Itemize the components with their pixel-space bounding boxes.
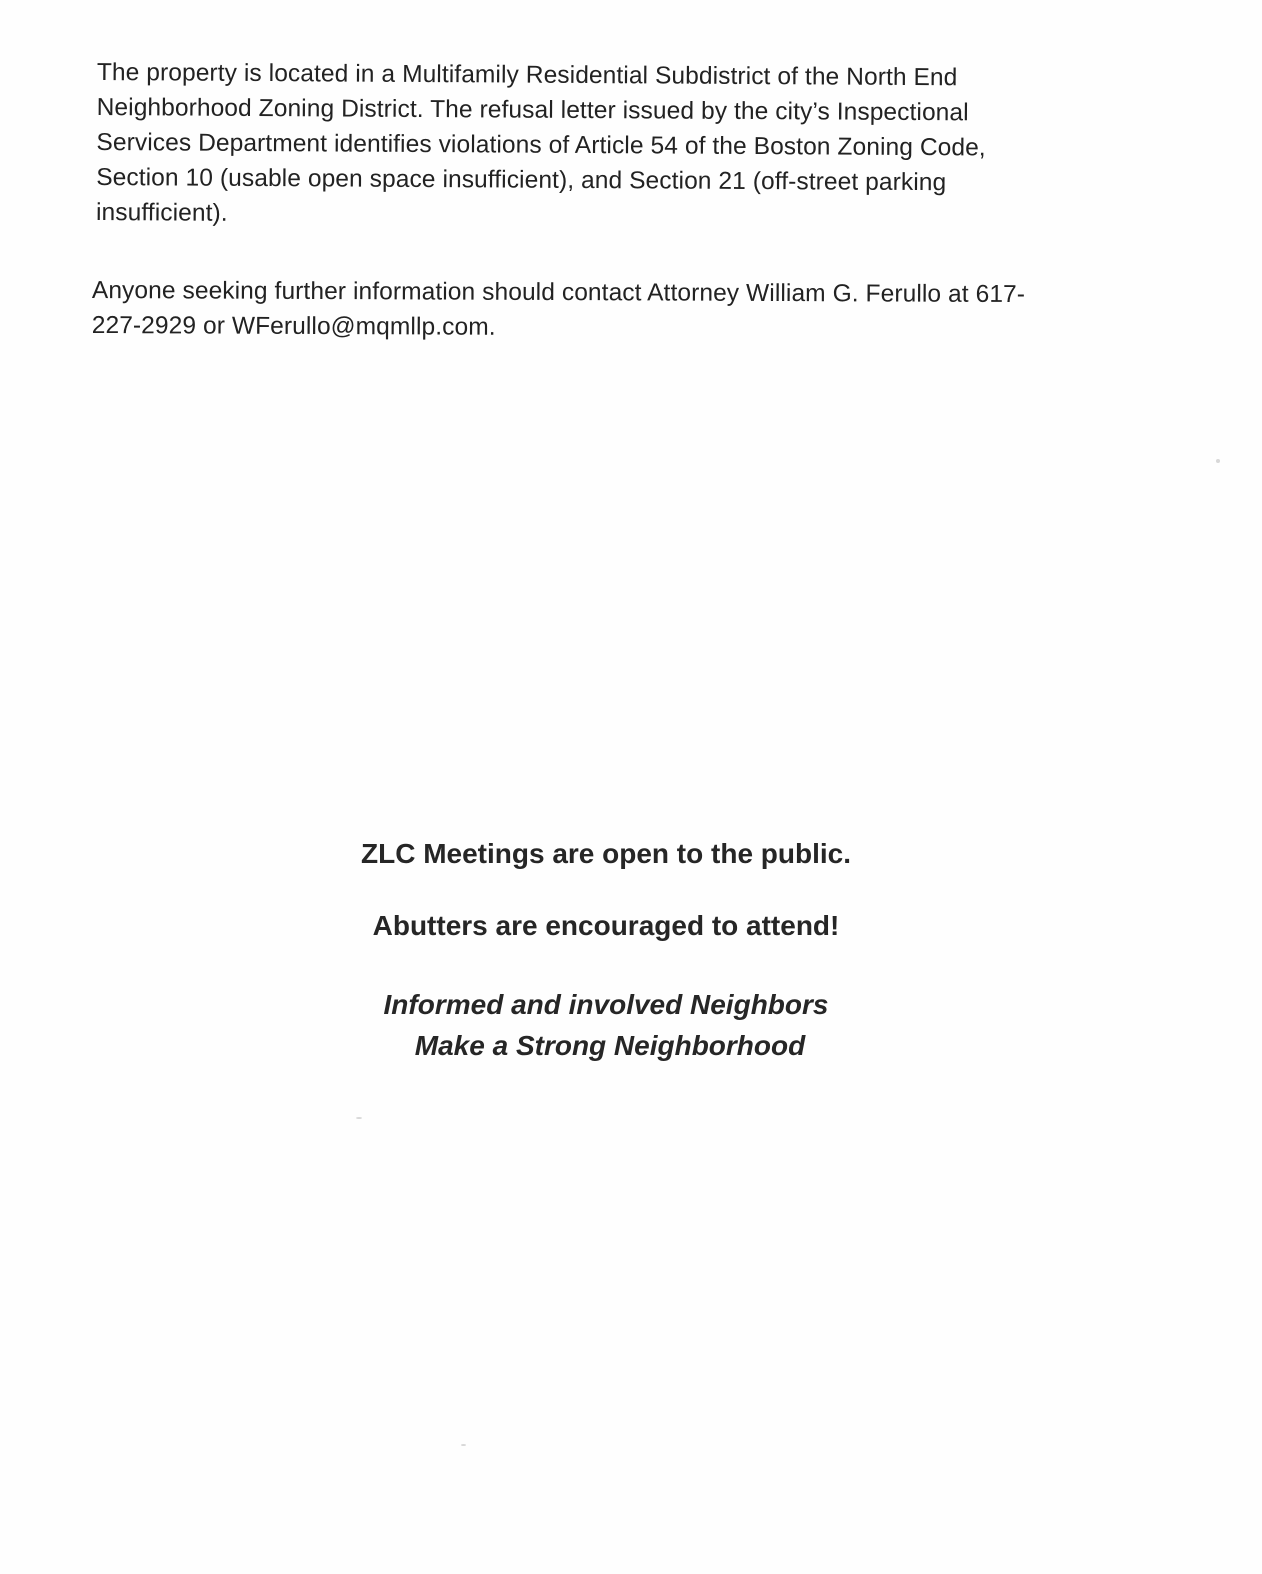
contact-paragraph [92, 273, 1132, 348]
property-description-paragraph [96, 55, 1077, 236]
scan-speck [461, 1444, 466, 1446]
paragraph-line: Section 10 (usable open space insufficient), and Section 21 (off-street parking [96, 163, 947, 197]
scan-speck [1216, 459, 1220, 463]
paragraph-line: The property is located in a Multifamily Residential Subdistrict of the North End [96, 58, 958, 92]
paragraph-line: 227-2929 or WFerullo@mqmllp.com. [91, 311, 496, 341]
paragraph-line: insufficient). [95, 198, 228, 227]
paragraph-line: Services Department identifies violations of Article 54 of the Boston Zoning Code, [96, 128, 986, 162]
scan-speck [356, 1117, 362, 1119]
paragraph-line: Neighborhood Zoning District. The refusal letter issued by the city’s Inspectional [96, 93, 969, 127]
motto-line: Informed and involved Neighbors [383, 989, 829, 1020]
open-meetings-notice: ZLC Meetings are open to the public. [360, 838, 852, 869]
motto-line: Make a Strong Neighborhood [414, 1030, 806, 1061]
abutters-notice: Abutters are encouraged to attend! [372, 910, 840, 941]
motto [0, 984, 1237, 1066]
paragraph-line: Anyone seeking further information should contact Attorney William G. Ferullo at 617- [91, 276, 1026, 309]
